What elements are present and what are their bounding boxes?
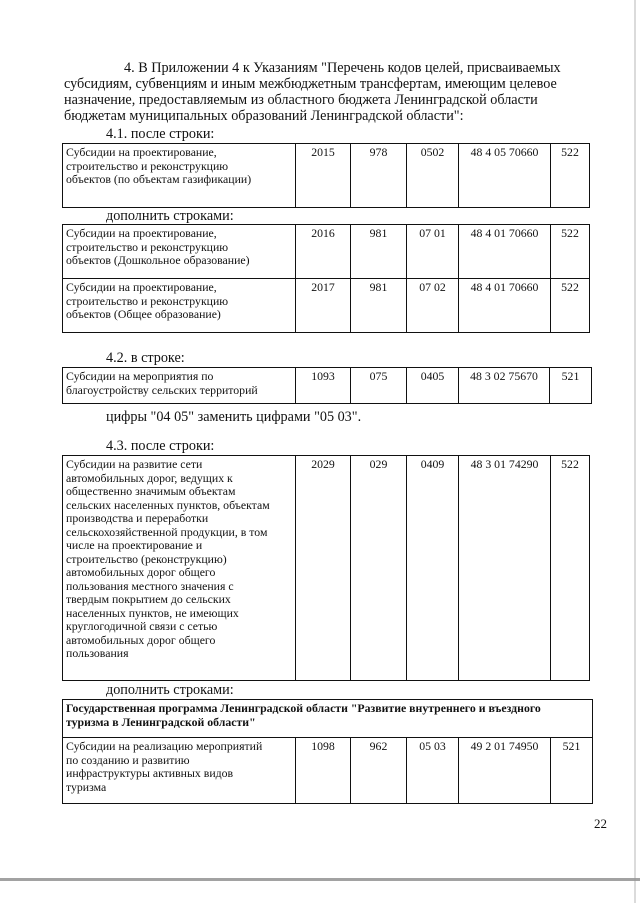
row-description (63, 225, 296, 279)
desc-line: строительство и реконструкцию (66, 239, 229, 254)
desc-line: пользования местного значения с (66, 578, 234, 593)
section-4-1-label: 4.1. после строки: (106, 126, 215, 142)
desc-line: населенных пунктов, не имеющих (66, 605, 239, 620)
code-cell: 978 (351, 144, 407, 208)
row-description (63, 144, 296, 208)
desc-line: твердым покрытием до сельских (66, 592, 231, 606)
table-4-3-added (62, 699, 593, 804)
section-4-3-label: 4.3. после строки: (106, 438, 215, 454)
code-cell: 2015 (296, 144, 351, 208)
section-4-3-add-label: дополнить строками: (106, 682, 234, 698)
desc-line: общественно значимым объектам (66, 484, 236, 498)
code-cell: 981 (351, 225, 407, 279)
table-4-3-row (62, 455, 590, 681)
section-4-2-label: 4.2. в строке: (106, 350, 185, 366)
code-cell: 05 03 (407, 738, 459, 804)
desc-line: туризма (66, 779, 107, 794)
scan-edge-right (634, 0, 636, 903)
code-cell: 522 (551, 144, 590, 208)
table-4-1-row (62, 143, 590, 208)
code-cell: 1093 (296, 368, 351, 404)
table-row (63, 738, 593, 804)
page-number: 22 (594, 816, 607, 831)
table-row (63, 456, 590, 681)
code-cell: 48 4 05 70660 (459, 144, 551, 208)
code-cell: 1098 (296, 738, 351, 804)
code-cell: 521 (550, 368, 592, 404)
desc-line: сельскохозяйственной продукции, в том (66, 524, 268, 539)
code-cell: 522 (551, 456, 590, 681)
intro-line: 4. В Приложении 4 к Указаниям "Перечень кодов целей, присваиваемых (124, 60, 561, 76)
desc-line: строительство и реконструкцию (66, 293, 229, 308)
code-cell: 07 02 (407, 279, 459, 333)
table-row (63, 225, 590, 279)
code-cell: 2016 (296, 225, 351, 279)
code-cell: 981 (351, 279, 407, 333)
section-4-1-add-label: дополнить строками: (106, 208, 234, 224)
table-4-2-row (62, 367, 592, 404)
code-cell: 522 (551, 279, 590, 333)
intro-paragraph (64, 60, 609, 124)
code-cell: 0405 (407, 368, 459, 404)
desc-line: объектов (Общее образование) (66, 307, 221, 321)
code-cell: 49 2 01 74950 (459, 738, 551, 804)
desc-line: автомобильных дорог общего (66, 565, 216, 579)
code-cell: 07 01 (407, 225, 459, 279)
code-cell: 521 (551, 738, 593, 804)
code-cell: 075 (351, 368, 407, 404)
code-cell: 48 4 01 70660 (459, 225, 551, 279)
row-description (63, 456, 296, 681)
desc-line: благоустройству сельских территорий (66, 382, 258, 397)
desc-line: Субсидии на мероприятия по (66, 369, 214, 383)
code-cell: 2017 (296, 279, 351, 333)
desc-line: сельских населенных пунктов, объектам (66, 497, 270, 512)
row-description (63, 368, 296, 404)
code-cell: 48 4 01 70660 (459, 279, 551, 333)
desc-line: объектов (по объектам газификации) (66, 172, 252, 186)
table-row (63, 144, 590, 208)
desc-line: производства и переработки (66, 511, 209, 525)
header-line: Государственная программа Ленинградской области "Развитие внутреннего и въездного (66, 701, 541, 715)
code-cell: 48 3 02 75670 (459, 368, 550, 404)
desc-line: строительство (реконструкцию) (66, 551, 227, 566)
scan-edge-bottom (0, 878, 640, 881)
intro-line: субсидиям, субвенциям и иным межбюджетным трансфертам, имеющим целевое (64, 76, 557, 92)
desc-line: Субсидии на развитие сети (66, 457, 203, 471)
section-4-2-note: цифры "04 05" заменить цифрами "05 03". (106, 409, 362, 425)
code-cell: 962 (351, 738, 407, 804)
desc-line: Субсидии на проектирование, (66, 226, 217, 240)
program-header (63, 700, 593, 738)
table-row (63, 279, 590, 333)
intro-line: назначение, предоставляемым из областного бюджета Ленинградской области (64, 92, 538, 108)
desc-line: Субсидии на проектирование, (66, 280, 217, 294)
desc-line: автомобильных дорог, ведущих к (66, 470, 233, 485)
code-cell: 48 3 01 74290 (459, 456, 551, 681)
desc-line: Субсидии на проектирование, (66, 145, 217, 159)
header-line: туризма в Ленинградской области" (66, 714, 256, 729)
code-cell: 029 (351, 456, 407, 681)
row-description (63, 279, 296, 333)
table-row (63, 700, 593, 738)
table-4-1-added (62, 224, 590, 333)
table-row (63, 368, 592, 404)
desc-line: строительство и реконструкцию (66, 158, 229, 173)
code-cell: 2029 (296, 456, 351, 681)
desc-line: инфраструктуры активных видов (66, 766, 234, 780)
code-cell: 0502 (407, 144, 459, 208)
code-cell: 0409 (407, 456, 459, 681)
intro-line: бюджетам муниципальных образований Ленинградской области": (64, 108, 464, 124)
desc-line: пользования (66, 646, 129, 660)
row-description (63, 738, 296, 804)
desc-line: числе на проектирование и (66, 538, 203, 552)
desc-line: по созданию и развитию (66, 752, 190, 767)
desc-line: объектов (Дошкольное образование) (66, 253, 250, 267)
code-cell: 522 (551, 225, 590, 279)
desc-line: автомобильных дорог общего (66, 632, 216, 647)
desc-line: Субсидии на реализацию мероприятий (66, 739, 263, 753)
desc-line: круглогодичной связи с сетью (66, 619, 218, 633)
